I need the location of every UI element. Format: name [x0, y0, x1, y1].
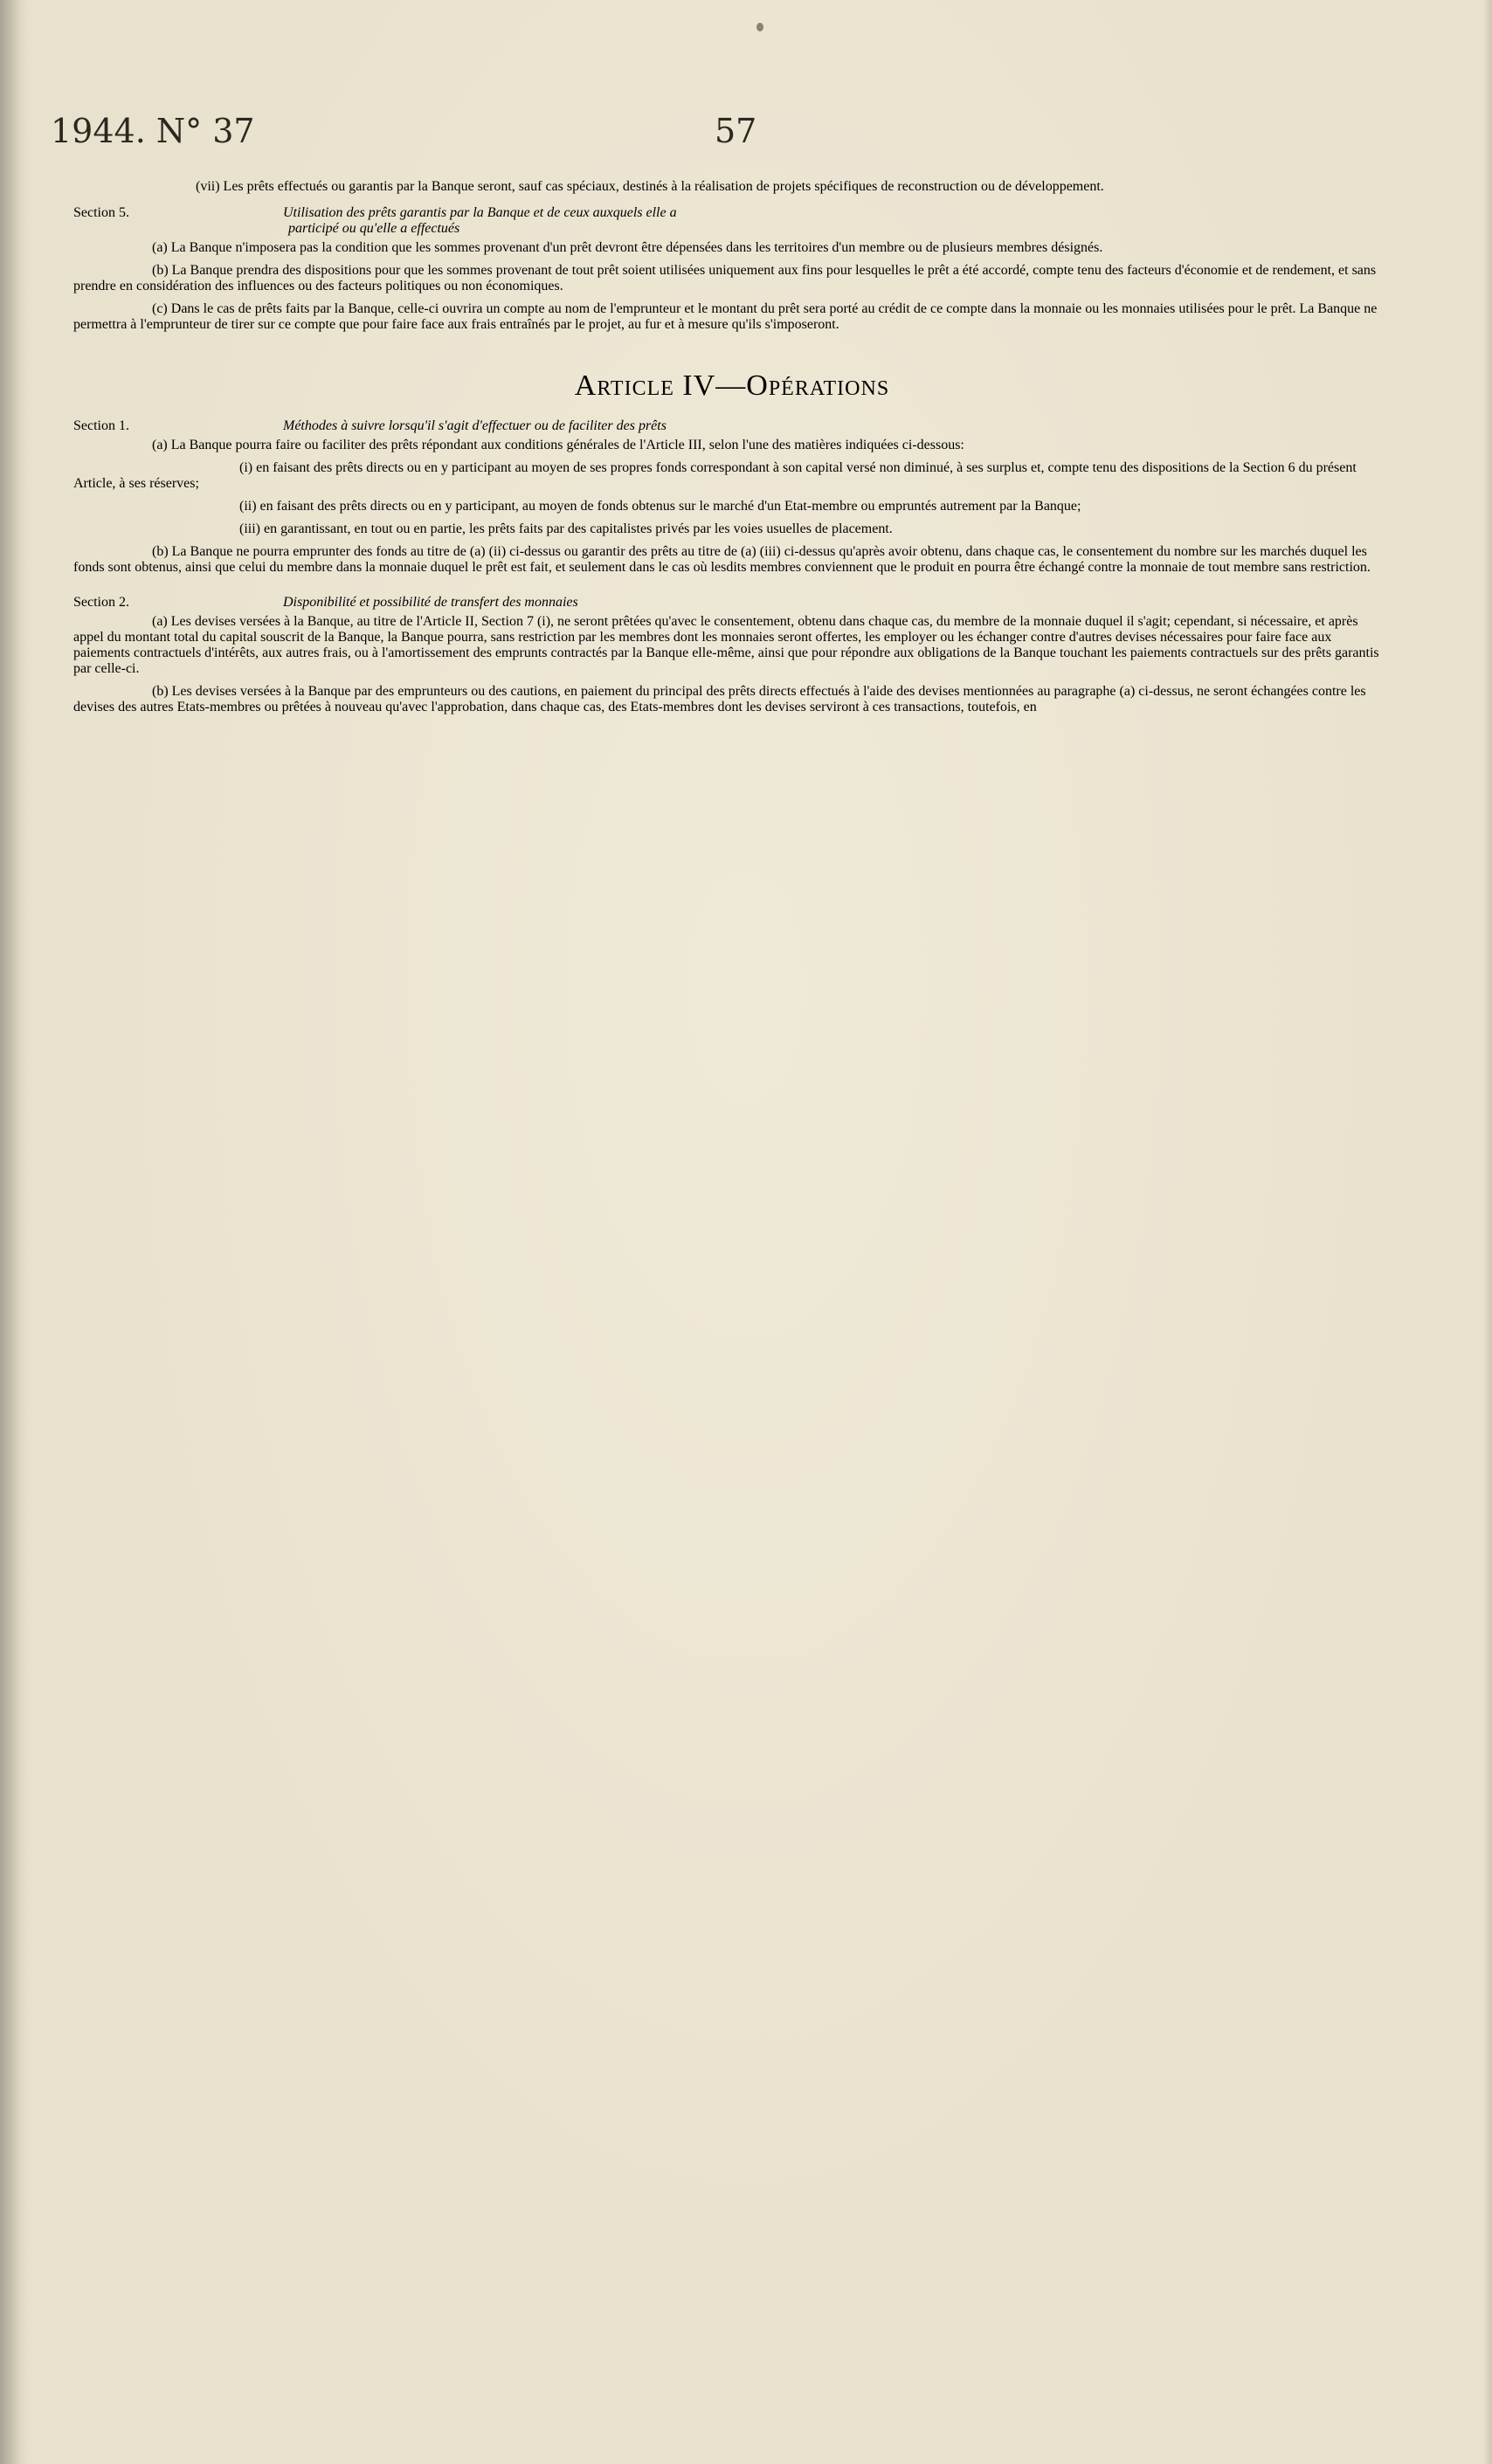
- section-1-paragraph-a: (a) La Banque pourra faire ou faciliter des prêts répondant aux conditions générales de l'Article III, selon l'une des matières indiquées ci-dessous:: [152, 438, 964, 452]
- section-1-title: Méthodes à suivre lorsqu'il s'agit d'effectuer ou de faciliter des prêts: [283, 418, 667, 433]
- section-5-paragraph-c: (c) Dans le cas de prêts faits par la Banque, celle-ci ouvrira un compte au nom de l'emprunteur et le montant du prêt sera porté au crédit de ce compte dans la monnaie ou les monnaies utilisées pour le prêt. La Banque ne permettra à l'emprunteur de tirer sur ce compte que pour faire face aux frais entraînés par le projet, au fur et à mesure qu'ils s'imposeront.: [73, 301, 1378, 332]
- section-1-heading: [73, 418, 1391, 434]
- section-1-paragraph-b: (b) La Banque ne pourra emprunter des fonds au titre de (a) (ii) ci-dessus ou garantir des prêts au titre de (a) (iii) ci-dessus qu'après avoir obtenu, dans chaque cas, le consentement du nombre sur les marchés duquel les fonds sont obtenus, ainsi que celui du membre dans la monnaie duquel le prêt est fait, et seulement dans le cas où lesdits membres conviennent que le produit en pourra être échangé contre la monnaie de tout membre sans restriction.: [73, 544, 1371, 575]
- section-5-heading: [73, 205, 1391, 237]
- section-2-paragraph-b: (b) Les devises versées à la Banque par des emprunteurs ou des cautions, en paiement du principal des prêts directs effectués à l'aide des devises mentionnées au paragraphe (a) ci-dessus, ne seront échangées contre les devises des autres Etats-membres ou prêtées à nouveau qu'avec l'approbation, dans chaque cas, des Etats-membres dont les devises serviront à ces transactions, toutefois, en: [73, 684, 1366, 714]
- section-2-paragraph-a: (a) Les devises versées à la Banque, au titre de l'Article II, Section 7 (i), ne seront prêtées qu'avec le consentement, obtenu dans chaque cas, du membre de la monnaie duquel il s'agit; cependant, si nécessaire, et après appel du montant total du capital souscrit de la Banque, la Banque pourra, sans restriction par les membres dont les monnaies seront offertes, les employer ou les échanger contre d'autres devises nécessaires pour faire face aux paiements contractuels d'intérêts, aux autres frais, ou à l'amortissement des emprunts contractés par la Banque elle-même, ainsi que pour répondre aux obligations de la Banque touchant les paiements contractuels sur des prêts garantis par celle-ci.: [73, 614, 1379, 676]
- page-body: [73, 179, 1391, 722]
- section-1-label: Section 1.: [73, 418, 129, 433]
- ink-speck: [756, 23, 763, 31]
- paragraph-vii: (vii) Les prêts effectués ou garantis par la Banque seront, sauf cas spéciaux, destinés à la réalisation de projets spécifiques de reconstruction ou de développement.: [196, 179, 1104, 194]
- section-2-heading: [73, 595, 1391, 611]
- article-iv-heading: Article IV—Opérations: [574, 369, 890, 402]
- section-5-paragraph-b: (b) La Banque prendra des dispositions pour que les sommes provenant de tout prêt soient utilisées uniquement aux fins pour lesquelles le prêt a été accordé, compte tenu des facteurs d'économie et de rendement, et sans prendre en considération des influences ou des facteurs politiques ou non économiques.: [73, 263, 1377, 293]
- section-5-paragraph-a: (a) La Banque n'imposera pas la condition que les sommes provenant d'un prêt devront être dépensées dans les territoires d'un membre ou de plusieurs membres désignés.: [152, 240, 1103, 255]
- section-2-title: Disponibilité et possibilité de transfert des monnaies: [283, 595, 578, 610]
- section-5-label: Section 5.: [73, 205, 129, 220]
- right-edge-shadow: [1483, 0, 1492, 2464]
- page-number: 57: [715, 112, 757, 150]
- running-head-date: 1944. N° 37: [51, 112, 255, 150]
- section-5-title-line1: Utilisation des prêts garantis par la Banque et de ceux auxquels elle a: [283, 205, 677, 220]
- section-1-item-i: (i) en faisant des prêts directs ou en y participant au moyen de ses propres fonds correspondant à son capital versé non diminué, à ses surplus et, compte tenu des dispositions de la Section 6 du présent Article, à ses réserves;: [73, 460, 1357, 491]
- section-5-title-line2: participé ou qu'elle a effectués: [288, 221, 460, 236]
- binding-edge-shadow: [0, 0, 30, 2464]
- section-1-item-iii: (iii) en garantissant, en tout ou en partie, les prêts faits par des capitalistes privés par les voies usuelles de placement.: [239, 521, 893, 536]
- section-2-label: Section 2.: [73, 595, 129, 610]
- section-1-item-ii: (ii) en faisant des prêts directs ou en y participant, au moyen de fonds obtenus sur le marché d'un Etat-membre ou empruntés autrement par la Banque;: [239, 499, 1081, 514]
